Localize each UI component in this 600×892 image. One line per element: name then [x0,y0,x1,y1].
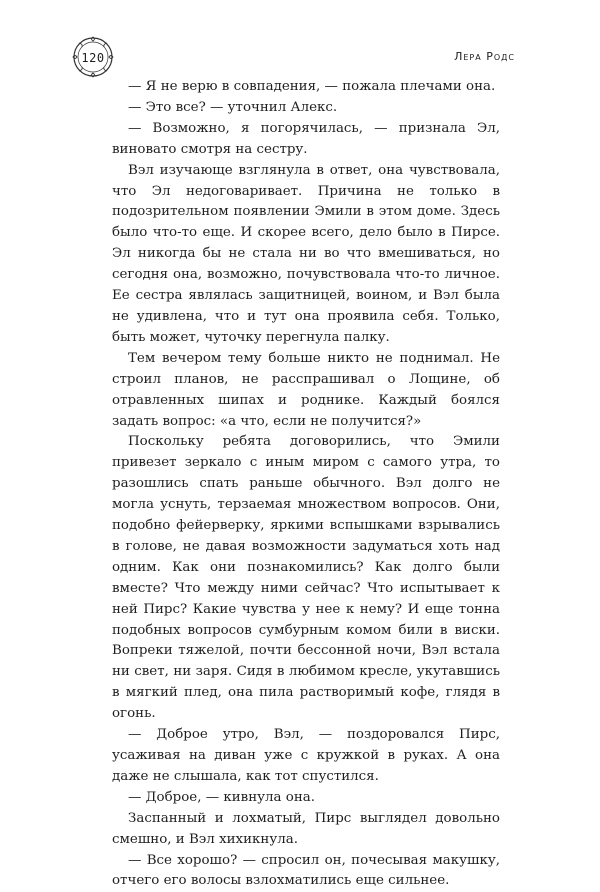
paragraph: — Возможно, я погорячилась, — признала Эл, виновато смотря на сестру. [112,120,500,157]
running-head-author: Лера Родс [454,50,515,63]
paragraph: Поскольку ребята договорились, что Эмили привезет зеркало с иным миром с самого утра, то разошлись спать раньше обычного. Вэл долго не могла уснуть, терзаемая множеством вопросов. Они, подобно фейерверку, яркими вспышками взрывались в голове, не давая возможности задуматься хоть над одним. Как они познакомились? Как долго были вместе? Что между ними сейчас? Что испытывает к ней Пирс? Какие чувства у нее к нему? И еще тонна подобных вопросов сумбурным комом били в виски. Вопреки тяжелой, почти бессонной ночи, Вэл встала ни свет, ни заря. Сидя в любимом кресле, укутавшись в мягкий плед, она пила растворимый кофе, глядя в огонь. [112,434,500,722]
body-text [112,77,500,892]
paragraph: — Это все? — уточнил Алекс. [128,99,338,115]
paragraph: Вэл изучающе взглянула в ответ, она чувствовала, что Эл недоговаривает. Причина не только в подозрительном появлении Эмили в этом доме. Здесь было что-то еще. И скорее всего, дело было в Пирсе. Эл никогда бы не стала ни во что вмешиваться, но сегодня она, возможно, почувствовала что-то личное. Ее сестра являлась защитницей, воином, и Вэл была не удивлена, что и тут она проявила себя. Только, быть может, чуточку перегнула палку. [112,162,500,345]
paragraph: — Я не верю в совпадения, — пожала плечами она. [128,79,496,94]
paragraph: — Доброе утро, Вэл, — поздоровался Пирс, усаживая на диван уже с кружкой в руках. А она даже не слышала, как тот спустился. [112,727,500,784]
paragraph: — Доброе, — кивнула она. [128,789,315,805]
page-number-badge [72,36,114,78]
paragraph: Заспанный и лохматый, Пирс выглядел довольно смешно, и Вэл хихикнула. [112,810,500,847]
page-number: 120 [81,51,105,65]
paragraph: Тем вечером тему больше никто не поднимал. Не строил планов, не расспрашивал о Лощине, об отравленных шипах и роднике. Каждый боялся задать вопрос: «а что, если не получится?» [112,350,500,429]
paragraph: — Все хорошо? — спросил он, почесывая макушку, отчего его волосы взлохматились еще сильнее. [112,852,500,889]
